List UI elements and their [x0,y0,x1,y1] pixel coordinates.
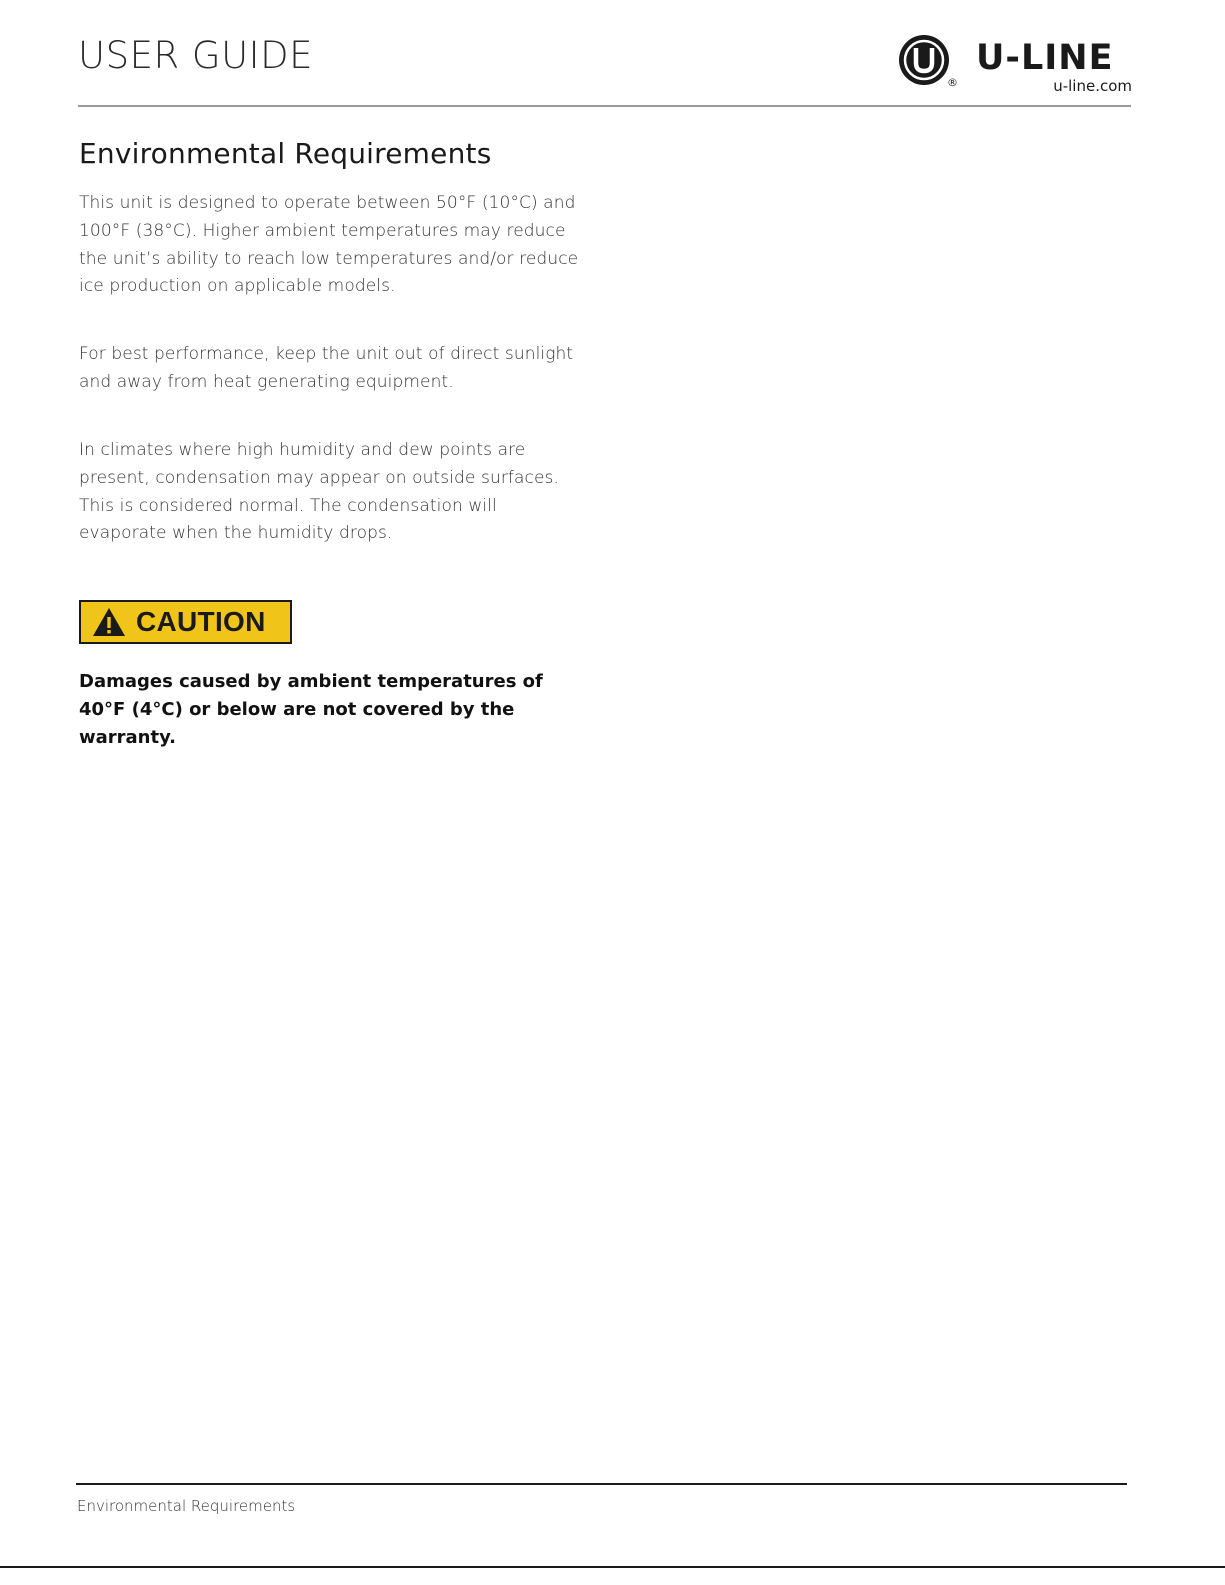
paragraph-sunlight: For best performance, keep the unit out of direct sunlight and away from heat generating equipment. [79,344,574,392]
website-url: u-line.com [1053,77,1132,95]
registered-mark: ® [947,76,958,89]
header-divider [78,105,1131,107]
caution-text: Damages caused by ambient temperatures of 40°F (4°C) or below are not covered by the warranty. [79,671,543,748]
caution-badge [79,600,292,644]
section-heading: Environmental Requirements [79,137,492,170]
footer-divider [76,1483,1127,1485]
u-line-emblem-icon [898,34,950,86]
paragraph-condensation: In climates where high humidity and dew points are present, condensation may appear on outside surfaces. This is considered normal. The condensation will evaporate when the humidity drops. [79,440,559,544]
page-bottom-border [0,1566,1225,1568]
u-line-logo [896,34,1132,98]
page-title: USER GUIDE [78,34,313,77]
warning-triangle-icon [92,607,126,637]
paragraph-operating-range: This unit is designed to operate between 50°F (10°C) and 100°F (38°C). Higher ambient temperatures may reduce the unit’s ability to reach low temperatures and/or reduce ice production on applicable models. [79,193,579,297]
wordmark-text: U-LINE [976,39,1114,73]
u-line-wordmark [976,39,1132,73]
caution-label: CAUTION [136,606,266,637]
footer-section-name: Environmental Requirements [77,1497,296,1515]
